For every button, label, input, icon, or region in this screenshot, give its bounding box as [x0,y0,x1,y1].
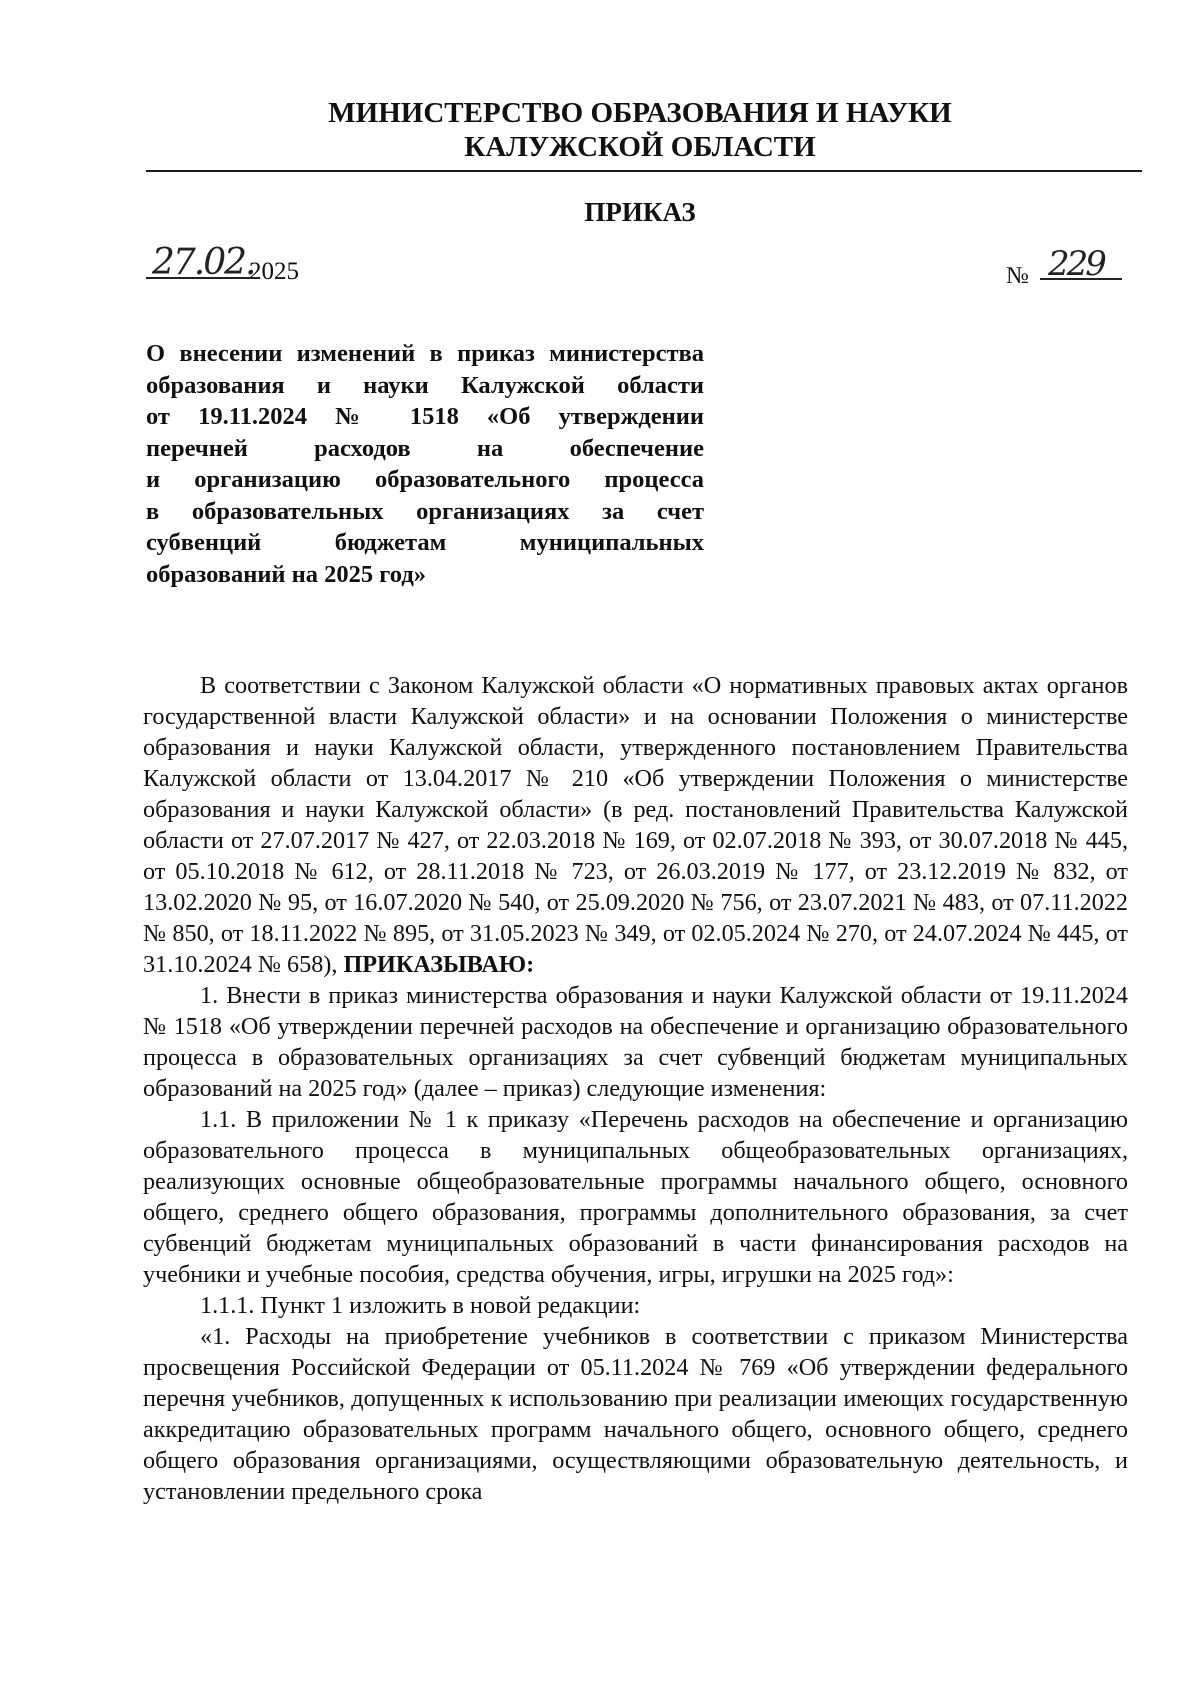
date-year: 2025 [249,258,299,285]
subject-line: субвенций бюджетам муниципальных [146,529,704,556]
ministry-name-line1: МИНИСТЕРСТВО ОБРАЗОВАНИЯ И НАУКИ [328,97,952,129]
subject-line: образования и науки Калужской области [146,371,704,399]
preamble-paragraph [143,670,1128,980]
clause-1: 1. Внести в приказ министерства образования и науки Калужской области от 19.11.2024 № 1518 «Об утверждении перечней расходов на обеспечение и организацию образовательного процесса в образовательных организациях за счет субвенций бюджетам муниципальных образований на 2025 год» (далее – приказ) следующие изменения: [143,982,1128,1102]
clause-quote: «1. Расходы на приобретение учебников в соответствии с приказом Министерства просвещения Российской Федерации от 05.11.2024 № 769 «Об утверждении федерального перечня учебников, допущенных к использованию при реализации имеющих государственную аккредитацию образовательных программ начального общего, основного общего, среднего общего образования организациями, осуществляющими образовательную деятельность, и установлении предельного срока [143,1323,1128,1505]
order-subject [146,338,704,590]
subject-line: и организацию образовательного процесса [146,466,704,493]
clause-1-1-1: 1.1.1. Пункт 1 изложить в новой редакции: [200,1292,641,1319]
preamble-text: В соответствии с Законом Калужской области «О нормативных правовых актах органов государственной власти Калужской области» и на основании Положения о министерстве образования и науки Калужской области, утвержденного постановлением Правительства Калужской области от 13.04.2017 № 210 «Об утверждении Положения о министерстве образования и науки Калужской области» (в ред. постановлений Правительства Калужской области от 27.07.2017 № 427, от 22.03.2018 № 169, от 02.07.2018 № 393, от 30.07.2018 № 445, от 05.10.2018 № 612, от 28.11.2018 № 723, от 26.03.2019 № 177, от 23.12.2019 № 832, от 13.02.2020 № 95, от 16.07.2020 № 540, от 25.09.2020 № 756, от 23.07.2021 № 483, от 07.11.2022 № 850, от 18.11.2022 № 895, от 31.05.2023 № 349, от 02.05.2024 № 270, от 24.07.2024 № 445, от 31.10.2024 № 658), [143,672,1128,978]
ministry-name-line2: КАЛУЖСКОЙ ОБЛАСТИ [464,131,816,163]
subject-line: О внесении изменений в приказ министерства [146,340,704,367]
subject-line: в образовательных организациях за счет [146,497,704,525]
handwritten-number: 229 [1040,244,1122,280]
order-body [143,670,1128,1507]
number-sign: № [1006,263,1029,289]
header-divider [146,170,1142,172]
subject-line: перечней расходов на обеспечение [146,434,704,462]
order-word: ПРИКАЗЫВАЮ: [343,951,535,978]
subject-line: образований на 2025 год» [146,560,426,588]
clause-1-1: 1.1. В приложении № 1 к приказу «Перечень расходов на обеспечение и организацию образовательного процесса в муниципальных общеобразовательных организациях, реализующих основные общеобразовательные программы начального общего, основного общего, среднего общего образования, программы дополнительного образования, за счет субвенций бюджетам муниципальных образований в части финансирования расходов на учебники и учебные пособия, средства обучения, игры, игрушки на 2025 год»: [143,1106,1128,1288]
document-type-title: ПРИКАЗ [584,197,696,227]
subject-line: от 19.11.2024 № 1518 «Об утверждении [146,403,704,430]
handwritten-date: 27.02. [146,243,250,279]
